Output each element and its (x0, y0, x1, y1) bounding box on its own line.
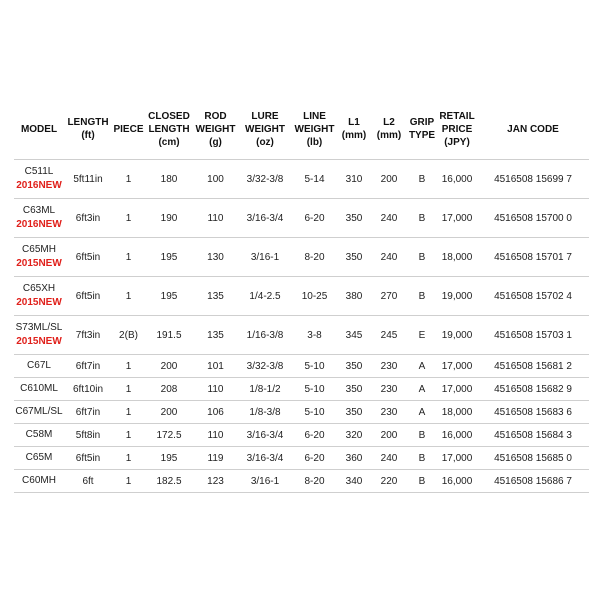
cell-jan-code: 4516508 15684 3 (477, 424, 589, 447)
cell-l1: 350 (337, 199, 371, 238)
cell-line-weight: 8-20 (292, 470, 337, 493)
header-text: L1 (348, 117, 360, 128)
header-text: LINE (303, 110, 326, 122)
cell-l2: 270 (371, 277, 407, 316)
cell-piece: 1 (112, 355, 145, 378)
cell-retail-price: 19,000 (437, 316, 477, 355)
cell-model (14, 238, 64, 277)
cell-length: 6ft10in (64, 378, 112, 401)
cell-piece: 1 (112, 447, 145, 470)
cell-l1: 350 (337, 401, 371, 424)
column-header-lure-weight (238, 107, 292, 160)
cell-l1: 350 (337, 355, 371, 378)
cell-piece: 1 (112, 424, 145, 447)
cell-l2: 240 (371, 199, 407, 238)
cell-closed-length: 200 (145, 401, 193, 424)
model-name: C610ML (20, 383, 58, 394)
column-header-piece (112, 107, 145, 160)
cell-rod-weight: 135 (193, 316, 238, 355)
cell-piece: 1 (112, 160, 145, 199)
header-text: LENGTH (67, 117, 109, 128)
header-text: (JPY) (444, 136, 470, 148)
table-row (14, 447, 589, 470)
cell-line-weight: 6-20 (292, 424, 337, 447)
new-badge: 2016NEW (16, 180, 62, 191)
cell-retail-price: 16,000 (437, 160, 477, 199)
cell-rod-weight: 106 (193, 401, 238, 424)
cell-lure-weight: 3/32-3/8 (238, 355, 292, 378)
cell-l2: 200 (371, 160, 407, 199)
cell-jan-code: 4516508 15682 9 (477, 378, 589, 401)
table-row (14, 401, 589, 424)
cell-length: 6ft (64, 470, 112, 493)
header-text: (mm) (376, 130, 402, 141)
cell-model (14, 424, 64, 447)
cell-grip-type: B (407, 199, 437, 238)
cell-l1: 340 (337, 470, 371, 493)
new-badge: 2015NEW (16, 336, 62, 347)
cell-l2: 240 (371, 447, 407, 470)
cell-grip-type: A (407, 378, 437, 401)
cell-jan-code: 4516508 15681 2 (477, 355, 589, 378)
model-name: C63ML (22, 205, 56, 216)
header-text: ROD (204, 110, 227, 122)
cell-lure-weight: 3/16-3/4 (238, 447, 292, 470)
cell-retail-price: 16,000 (437, 424, 477, 447)
spec-table (14, 107, 589, 493)
model-name: C67ML/SL (15, 406, 63, 417)
header-text: JAN CODE (507, 123, 559, 135)
cell-closed-length: 200 (145, 355, 193, 378)
cell-length: 6ft7in (64, 355, 112, 378)
cell-l1: 320 (337, 424, 371, 447)
cell-retail-price: 17,000 (437, 378, 477, 401)
table-row (14, 424, 589, 447)
cell-closed-length: 180 (145, 160, 193, 199)
cell-line-weight: 8-20 (292, 238, 337, 277)
cell-jan-code: 4516508 15699 7 (477, 160, 589, 199)
column-header-length (64, 107, 112, 160)
column-header-closed-length (145, 107, 193, 160)
cell-lure-weight: 1/4-2.5 (238, 277, 292, 316)
cell-lure-weight: 3/32-3/8 (238, 160, 292, 199)
cell-rod-weight: 123 (193, 470, 238, 493)
table-row (14, 316, 589, 355)
cell-l2: 230 (371, 378, 407, 401)
model-name: C65M (25, 452, 53, 463)
cell-closed-length: 172.5 (145, 424, 193, 447)
cell-jan-code: 4516508 15702 4 (477, 277, 589, 316)
cell-l1: 380 (337, 277, 371, 316)
cell-lure-weight: 1/8-1/2 (238, 378, 292, 401)
model-name: C65MH (22, 244, 56, 255)
cell-piece: 2(B) (112, 316, 145, 355)
cell-grip-type: A (407, 355, 437, 378)
cell-lure-weight: 1/8-3/8 (238, 401, 292, 424)
cell-line-weight: 10-25 (292, 277, 337, 316)
cell-lure-weight: 3/16-1 (238, 470, 292, 493)
header-text: (g) (209, 136, 222, 148)
cell-retail-price: 18,000 (437, 401, 477, 424)
cell-closed-length: 182.5 (145, 470, 193, 493)
cell-rod-weight: 110 (193, 424, 238, 447)
model-name: S73ML/SL (15, 322, 63, 333)
cell-retail-price: 17,000 (437, 199, 477, 238)
cell-line-weight: 5-14 (292, 160, 337, 199)
cell-piece: 1 (112, 470, 145, 493)
cell-line-weight: 5-10 (292, 355, 337, 378)
cell-grip-type: B (407, 277, 437, 316)
column-header-retail-price (437, 107, 477, 160)
cell-piece: 1 (112, 401, 145, 424)
cell-l1: 360 (337, 447, 371, 470)
cell-l2: 220 (371, 470, 407, 493)
new-badge: 2016NEW (16, 219, 62, 230)
cell-length: 7ft3in (64, 316, 112, 355)
cell-rod-weight: 130 (193, 238, 238, 277)
header-text: WEIGHT (294, 123, 335, 135)
header-text: L2 (383, 117, 395, 128)
cell-closed-length: 195 (145, 238, 193, 277)
cell-jan-code: 4516508 15685 0 (477, 447, 589, 470)
new-badge: 2015NEW (16, 297, 62, 308)
cell-grip-type: B (407, 470, 437, 493)
cell-model (14, 277, 64, 316)
cell-closed-length: 195 (145, 447, 193, 470)
cell-length: 6ft5in (64, 238, 112, 277)
cell-closed-length: 195 (145, 277, 193, 316)
header-text: PIECE (113, 123, 144, 135)
cell-l1: 310 (337, 160, 371, 199)
cell-lure-weight: 3/16-3/4 (238, 199, 292, 238)
cell-grip-type: E (407, 316, 437, 355)
cell-piece: 1 (112, 238, 145, 277)
cell-length: 6ft5in (64, 277, 112, 316)
header-text: LURE (251, 110, 279, 122)
cell-l2: 200 (371, 424, 407, 447)
column-header-l1 (337, 107, 371, 160)
cell-line-weight: 3-8 (292, 316, 337, 355)
cell-closed-length: 190 (145, 199, 193, 238)
header-text: RETAIL (439, 110, 475, 122)
cell-length: 5ft11in (64, 160, 112, 199)
cell-model (14, 199, 64, 238)
cell-model (14, 401, 64, 424)
model-name: C60MH (22, 475, 56, 486)
cell-lure-weight: 1/16-3/8 (238, 316, 292, 355)
cell-model (14, 470, 64, 493)
header-text: CLOSED (148, 110, 190, 122)
cell-closed-length: 208 (145, 378, 193, 401)
cell-l2: 240 (371, 238, 407, 277)
header-text: (ft) (81, 130, 95, 141)
table-row (14, 470, 589, 493)
cell-l1: 345 (337, 316, 371, 355)
column-header-rod-weight (193, 107, 238, 160)
cell-jan-code: 4516508 15701 7 (477, 238, 589, 277)
header-text: TYPE (408, 130, 436, 141)
header-text: WEIGHT (245, 123, 285, 135)
cell-jan-code: 4516508 15686 7 (477, 470, 589, 493)
cell-model (14, 160, 64, 199)
table-row (14, 355, 589, 378)
model-name: C58M (25, 429, 53, 440)
cell-length: 6ft5in (64, 447, 112, 470)
header-text: (oz) (256, 136, 274, 148)
new-badge: 2015NEW (16, 258, 62, 269)
column-header-model (14, 107, 64, 160)
cell-retail-price: 16,000 (437, 470, 477, 493)
header-text: PRICE (441, 123, 473, 135)
header-text: (cm) (158, 136, 180, 148)
cell-retail-price: 17,000 (437, 447, 477, 470)
cell-l1: 350 (337, 238, 371, 277)
table-header-row (14, 107, 589, 160)
cell-grip-type: B (407, 447, 437, 470)
cell-rod-weight: 135 (193, 277, 238, 316)
cell-lure-weight: 3/16-1 (238, 238, 292, 277)
cell-rod-weight: 101 (193, 355, 238, 378)
cell-model (14, 316, 64, 355)
cell-line-weight: 5-10 (292, 378, 337, 401)
table-row (14, 277, 589, 316)
cell-piece: 1 (112, 378, 145, 401)
cell-l1: 350 (337, 378, 371, 401)
cell-rod-weight: 110 (193, 378, 238, 401)
cell-line-weight: 5-10 (292, 401, 337, 424)
cell-lure-weight: 3/16-3/4 (238, 424, 292, 447)
cell-line-weight: 6-20 (292, 199, 337, 238)
header-text: GRIP (409, 117, 435, 128)
cell-l2: 245 (371, 316, 407, 355)
model-name: C67L (27, 360, 51, 371)
header-text: LENGTH (148, 123, 190, 135)
cell-piece: 1 (112, 199, 145, 238)
cell-jan-code: 4516508 15683 6 (477, 401, 589, 424)
column-header-line-weight (292, 107, 337, 160)
cell-jan-code: 4516508 15703 1 (477, 316, 589, 355)
cell-model (14, 355, 64, 378)
cell-grip-type: B (407, 160, 437, 199)
cell-retail-price: 19,000 (437, 277, 477, 316)
cell-jan-code: 4516508 15700 0 (477, 199, 589, 238)
cell-l2: 230 (371, 355, 407, 378)
cell-length: 6ft7in (64, 401, 112, 424)
cell-rod-weight: 119 (193, 447, 238, 470)
header-text: (mm) (341, 130, 367, 141)
model-name: C65XH (22, 283, 56, 294)
cell-model (14, 447, 64, 470)
table-row (14, 238, 589, 277)
cell-rod-weight: 100 (193, 160, 238, 199)
cell-rod-weight: 110 (193, 199, 238, 238)
column-header-l2 (371, 107, 407, 160)
column-header-grip-type (407, 107, 437, 160)
cell-grip-type: A (407, 401, 437, 424)
cell-model (14, 378, 64, 401)
header-text: MODEL (20, 123, 58, 135)
cell-grip-type: B (407, 424, 437, 447)
table-row (14, 199, 589, 238)
cell-length: 5ft8in (64, 424, 112, 447)
header-text: (lb) (306, 136, 323, 148)
cell-grip-type: B (407, 238, 437, 277)
table-row (14, 160, 589, 199)
cell-length: 6ft3in (64, 199, 112, 238)
cell-closed-length: 191.5 (145, 316, 193, 355)
column-header-jan-code (477, 107, 589, 160)
cell-line-weight: 6-20 (292, 447, 337, 470)
cell-retail-price: 17,000 (437, 355, 477, 378)
header-text: WEIGHT (195, 123, 236, 135)
table-body (14, 160, 589, 493)
cell-l2: 230 (371, 401, 407, 424)
cell-retail-price: 18,000 (437, 238, 477, 277)
table-row (14, 378, 589, 401)
model-name: C511L (24, 166, 54, 177)
cell-piece: 1 (112, 277, 145, 316)
